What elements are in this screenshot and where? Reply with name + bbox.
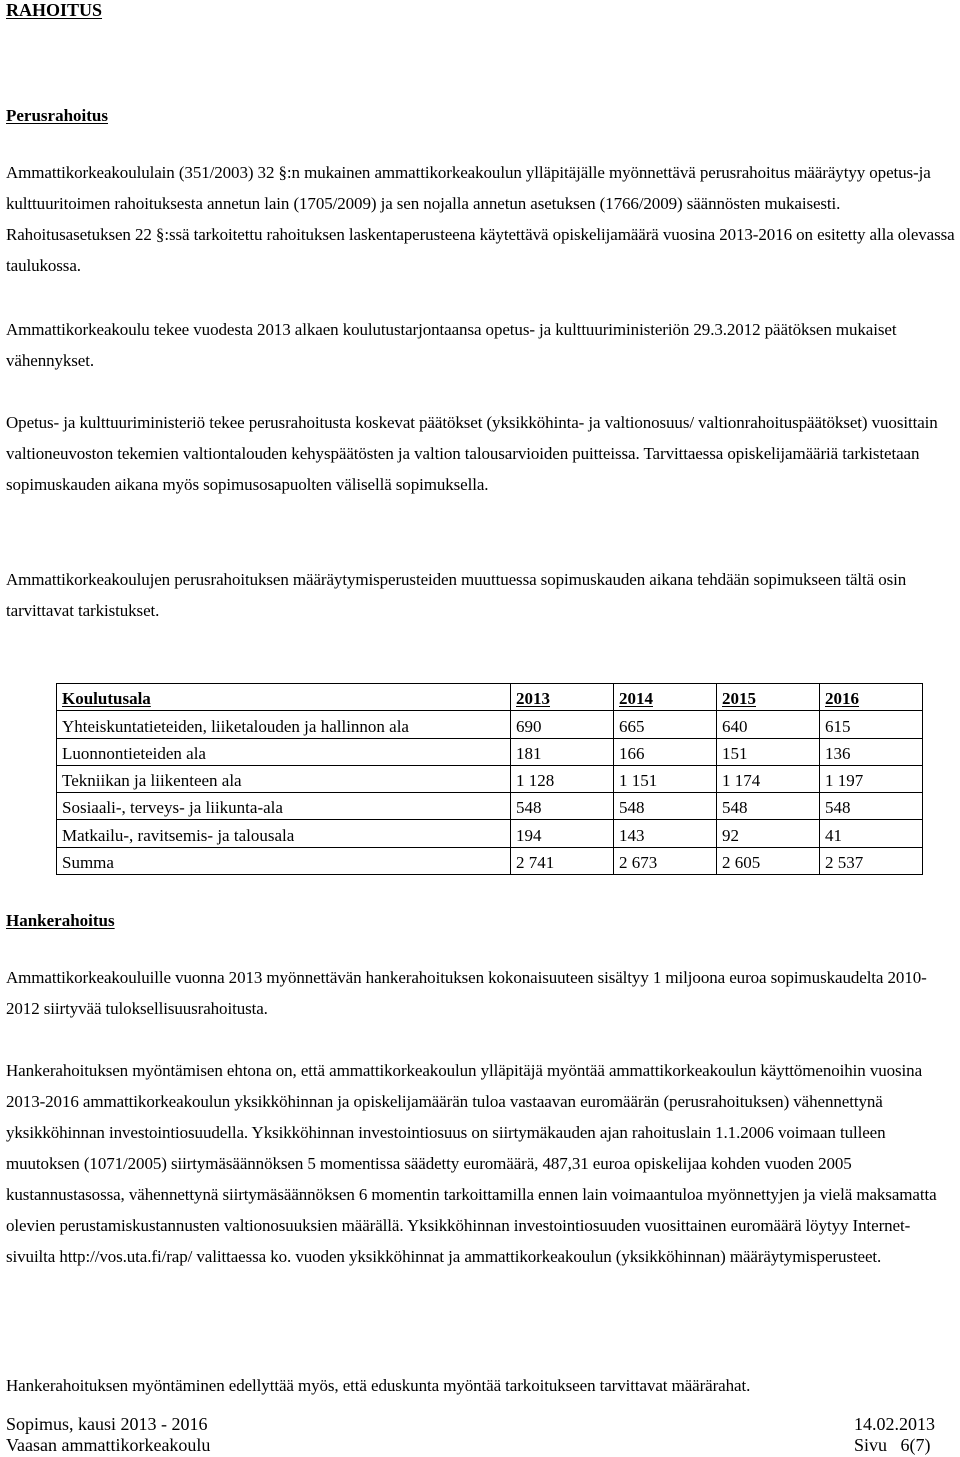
table-cell: 665	[614, 711, 717, 738]
footer-line-1	[6, 1414, 956, 1435]
table-row	[57, 738, 923, 765]
paragraph-hankerahoitus-3	[6, 1370, 958, 1401]
table-cell: 548	[511, 793, 614, 820]
student-count-table	[56, 683, 923, 875]
table-cell: Sosiaali-, terveys- ja liikunta-ala	[57, 793, 511, 820]
table-cell: 143	[614, 820, 717, 847]
table-header-row	[57, 684, 923, 711]
table-cell: Tekniikan ja liikenteen ala	[57, 765, 511, 792]
table-cell: 548	[614, 793, 717, 820]
table-header-cell: 2016	[820, 684, 923, 711]
table-header-cell: 2015	[717, 684, 820, 711]
table-cell: Luonnontieteiden ala	[57, 738, 511, 765]
table-row	[57, 711, 923, 738]
table-cell: 2 741	[511, 847, 614, 874]
table-cell: 1 197	[820, 765, 923, 792]
paragraph-text: Hankerahoituksen myöntämisen ehtona on, että ammattikorkeakoulun ylläpitäjä myöntää ammattikorkeakoulun käyttömenoihin vuosina 2013-2016 ammattikorkeakoulun yksikköhinnan ja opiskelijamäärän tuloa vastaavan euromäärän (perusrahoituksen) vähennettynä yksikköhinnan investointiosuudella. Yksikköhinnan investointiosuus on siirtymäkauden ajan rahoituslain 1.1.2006 voimaan tulleen muutoksen (1071/2005) siirtymäsäännöksen 5 momentissa säädetty euromäärä, 487,31 euroa opiskelijaa kohden vuoden 2005 kustannustasossa, vähennettynä siirtymäsäännöksen 6 momentin tarkoittamilla ennen lain voimaantuloa myönnettyjen ja vielä maksamatta olevien perustamiskustannusten valtionosuuksien määrällä. Yksikköhinnan investointiosuuden vuosittainen euromäärä löytyy Internet-sivuilta http://vos.uta.fi/rap/ valittaessa ko. vuoden yksikköhinnat ja ammattikorkeakoulun (yksikköhinnan) määräytymisperusteet.	[6, 1061, 937, 1266]
paragraph-text: Ammattikorkeakoulujen perusrahoituksen määräytymisperusteiden muuttuessa sopimuskauden aikana tehdään sopimukseen tältä osin tarvittavat tarkistukset.	[6, 570, 907, 620]
table-cell: 181	[511, 738, 614, 765]
paragraph-hankerahoitus-2	[6, 1055, 958, 1272]
section-heading-hankerahoitus: Hankerahoitus	[6, 911, 115, 930]
main-heading: RAHOITUS	[6, 0, 103, 20]
table-cell: Matkailu-, ravitsemis- ja talousala	[57, 820, 511, 847]
table-cell: 548	[820, 793, 923, 820]
table-cell: 136	[820, 738, 923, 765]
footer-line-2	[6, 1435, 956, 1456]
paragraph-text: Ammattikorkeakouluille vuonna 2013 myönnettävän hankerahoituksen kokonaisuuteen sisältyy 1 miljoona euroa sopimuskaudelta 2010-2012 siirtyvää tuloksellisuusrahoitusta.	[6, 968, 927, 1018]
table-row	[57, 765, 923, 792]
footer-date: 14.02.2013	[854, 1414, 935, 1434]
paragraph-perusrahoitus-2	[6, 314, 958, 376]
table-cell: 615	[820, 711, 923, 738]
table-cell: 640	[717, 711, 820, 738]
paragraph-text: Ammattikorkeakoulu tekee vuodesta 2013 alkaen koulutustarjontaansa opetus- ja kulttuuriministeriön 29.3.2012 päätöksen mukaiset vähennykset.	[6, 320, 897, 370]
paragraph-text: Ammattikorkeakoululain (351/2003) 32 §:n mukainen ammattikorkeakoulun ylläpitäjälle myönnettävä perusrahoitus määräytyy opetus-ja kulttuuritoimen rahoituksesta annetun lain (1705/2009) ja sen nojalla annetun asetuksen (1766/2009) säännösten mukaisesti. Rahoitusasetuksen 22 §:ssä tarkoitettu rahoituksen laskentaperusteena käytettävä opiskelijamäärä vuosina 2013-2016 on esitetty alla olevassa taulukossa.	[6, 163, 955, 275]
table-cell: 2 673	[614, 847, 717, 874]
table-header-cell: Koulutusala	[57, 684, 511, 711]
table-cell: 1 128	[511, 765, 614, 792]
footer-institution: Vaasan ammattikorkeakoulu	[6, 1435, 211, 1455]
paragraph-perusrahoitus-1	[6, 157, 958, 281]
table-cell: Yhteiskuntatieteiden, liiketalouden ja hallinnon ala	[57, 711, 511, 738]
table-cell: Summa	[57, 847, 511, 874]
table-row-total	[57, 847, 923, 874]
table-cell: 2 537	[820, 847, 923, 874]
table-header-cell: 2014	[614, 684, 717, 711]
table-cell: 1 174	[717, 765, 820, 792]
table-cell: 690	[511, 711, 614, 738]
footer-page-number: Sivu 6(7)	[854, 1435, 931, 1455]
table-cell: 548	[717, 793, 820, 820]
table-cell: 92	[717, 820, 820, 847]
table-cell: 194	[511, 820, 614, 847]
paragraph-text: Hankerahoituksen myöntäminen edellyttää myös, että eduskunta myöntää tarkoitukseen tarvittavat määrärahat.	[6, 1376, 751, 1395]
paragraph-hankerahoitus-1	[6, 962, 958, 1024]
paragraph-perusrahoitus-4	[6, 564, 958, 626]
footer-contract-period: Sopimus, kausi 2013 - 2016	[6, 1414, 208, 1434]
section-heading-perusrahoitus: Perusrahoitus	[6, 106, 108, 125]
table-header-cell: 2013	[511, 684, 614, 711]
paragraph-perusrahoitus-3	[6, 407, 958, 500]
table-row	[57, 793, 923, 820]
table-cell: 1 151	[614, 765, 717, 792]
table-row	[57, 820, 923, 847]
table-cell: 151	[717, 738, 820, 765]
table-cell: 166	[614, 738, 717, 765]
table-cell: 41	[820, 820, 923, 847]
paragraph-text: Opetus- ja kulttuuriministeriö tekee perusrahoitusta koskevat päätökset (yksikköhinta- ja valtionosuus/ valtionrahoituspäätökset) vuosittain valtioneuvoston tekemien valtiontalouden kehyspäätösten ja valtion talousarvioiden puitteissa. Tarvittaessa opiskelijamääriä tarkistetaan sopimuskauden aikana myös sopimusosapuolten välisellä sopimuksella.	[6, 413, 938, 494]
table-cell: 2 605	[717, 847, 820, 874]
